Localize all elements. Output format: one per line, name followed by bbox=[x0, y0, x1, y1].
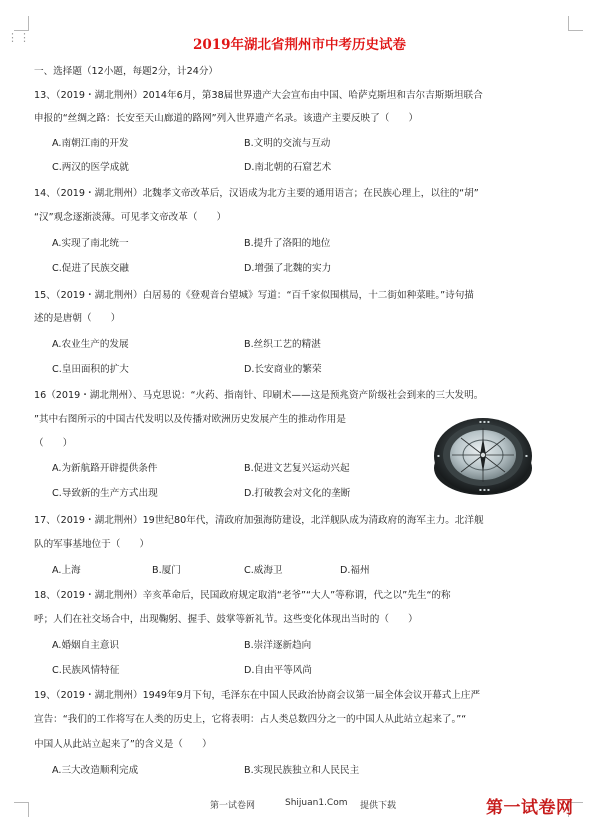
option-a: A.实现了南北统一 bbox=[52, 238, 129, 249]
option-c: C.皇田面积的扩大 bbox=[52, 364, 129, 375]
option-d: D.长安商业的繁荣 bbox=[244, 364, 322, 375]
question-text: 19、（2019・湖北荆州）1949年9月下旬，毛泽东在中国人民政治协商会议第一届全体会议开幕式上庄严 bbox=[34, 690, 481, 701]
option-b: B.丝织工艺的精湛 bbox=[244, 339, 321, 350]
question-text: 14、（2019・湖北荆州）北魏孝文帝改革后，汉语成为北方主要的通用语言；在民族心理上，以往的“胡” bbox=[34, 188, 479, 199]
option-d: D.打破教会对文化的垄断 bbox=[244, 488, 351, 499]
question-text: “汉”观念逐渐淡薄。可见孝文帝改革（ ） bbox=[34, 212, 227, 223]
question-text: 呼；人们在社交场合中，出现鞠躬、握手、鼓掌等新礼节。这些变化体现出当时的（ ） bbox=[34, 614, 418, 625]
option-b: B.崇洋逐新趋向 bbox=[244, 640, 312, 651]
question-text: 15、（2019・湖北荆州）白居易的《登观音台望城》写道：“百千家似围棋局，十二街如种菜畦。”诗句描 bbox=[34, 290, 474, 301]
option-a: A.为新航路开辟提供条件 bbox=[52, 463, 158, 474]
option-a: A.三大改造顺利完成 bbox=[52, 765, 139, 776]
crop-mark-bottom-left bbox=[14, 802, 29, 817]
question-text: 13、（2019・湖北荆州）2014年6月，第38届世界遗产大会宣布由中国、哈萨克斯坦和吉尔吉斯斯坦联合 bbox=[34, 90, 483, 101]
question-text: 16（2019・湖北荆州）、马克思说：“火药、指南针、印刷术——这是预兆资产阶级社会到来的三大发明。 bbox=[34, 390, 484, 401]
crop-mark-top-right bbox=[568, 16, 583, 31]
svg-text:▪: ▪ bbox=[437, 453, 440, 458]
option-a: A.上海 bbox=[52, 565, 81, 576]
option-c: C.促进了民族交融 bbox=[52, 263, 129, 274]
option-b: B.提升了洛阳的地位 bbox=[244, 238, 331, 249]
option-b: B.实现民族独立和人民民主 bbox=[244, 765, 360, 776]
drag-handle-icon[interactable]: ⋮⋮ bbox=[7, 31, 31, 44]
option-b: B.促进文艺复兴运动兴起 bbox=[244, 463, 350, 474]
crop-mark-top-left bbox=[14, 16, 29, 31]
option-b: B.厦门 bbox=[152, 565, 181, 576]
question-text: 申报的“丝绸之路：长安至天山廊道的路网”列入世界遗产名录。该遗产主要反映了（ ） bbox=[34, 113, 419, 124]
question-text: 中国人从此站立起来了”的含义是（ ） bbox=[34, 739, 212, 750]
page-title: 2019年湖北省荆州市中考历史试卷 bbox=[192, 37, 407, 53]
question-text: 宣告：“我们的工作将写在人类的历史上，它将表明：占人类总数四分之一的中国人从此站立起来了。”“ bbox=[34, 714, 467, 725]
option-d: D.南北朝的石窟艺术 bbox=[244, 162, 332, 173]
footer-site-url[interactable]: Shijuan1.Com bbox=[285, 798, 348, 808]
footer-site-name: 第一试卷网 bbox=[210, 801, 256, 811]
question-text: 18、（2019・湖北荆州）辛亥革命后，民国政府规定取消“老爷”“大人”等称谓，代之以”先生“的称 bbox=[34, 590, 451, 601]
option-b: B.文明的交流与互动 bbox=[244, 138, 331, 149]
option-d: D.自由平等风尚 bbox=[244, 665, 312, 676]
question-text: （ ） bbox=[34, 438, 73, 449]
option-a: A.南朝江南的开发 bbox=[52, 138, 129, 149]
option-d: D.福州 bbox=[340, 565, 370, 576]
option-c: C.威海卫 bbox=[244, 565, 283, 576]
question-text: 述的是唐朝（ ） bbox=[34, 313, 121, 324]
question-text: ”其中右图所示的中国古代发明以及传播对欧洲历史发展产生的推动作用是 bbox=[34, 414, 346, 425]
svg-text:▪: ▪ bbox=[525, 453, 528, 458]
option-c: C.民族风情特征 bbox=[52, 665, 120, 676]
compass-image bbox=[432, 414, 534, 500]
option-a: A.农业生产的发展 bbox=[52, 339, 129, 350]
question-text: 17、（2019・湖北荆州）19世纪80年代，清政府加强海防建设，北洋舰队成为清政府的海军主力。北洋舰 bbox=[34, 515, 484, 526]
option-c: C.两汉的医学成就 bbox=[52, 162, 129, 173]
svg-text:▪ ▪ ▪: ▪ ▪ ▪ bbox=[479, 487, 490, 492]
option-a: A.婚姻自主意识 bbox=[52, 640, 120, 651]
question-text: 队的军事基地位于（ ） bbox=[34, 539, 150, 550]
svg-text:▪ ▪ ▪: ▪ ▪ ▪ bbox=[479, 419, 490, 424]
section-heading: 一、选择题（12小题，每题2分，计24分） bbox=[34, 66, 219, 77]
option-c: C.导致新的生产方式出现 bbox=[52, 488, 158, 499]
option-d: D.增强了北魏的实力 bbox=[244, 263, 332, 274]
brand-logo: 第一试卷网 bbox=[486, 798, 574, 818]
footer-download-note: 提供下载 bbox=[360, 801, 397, 811]
